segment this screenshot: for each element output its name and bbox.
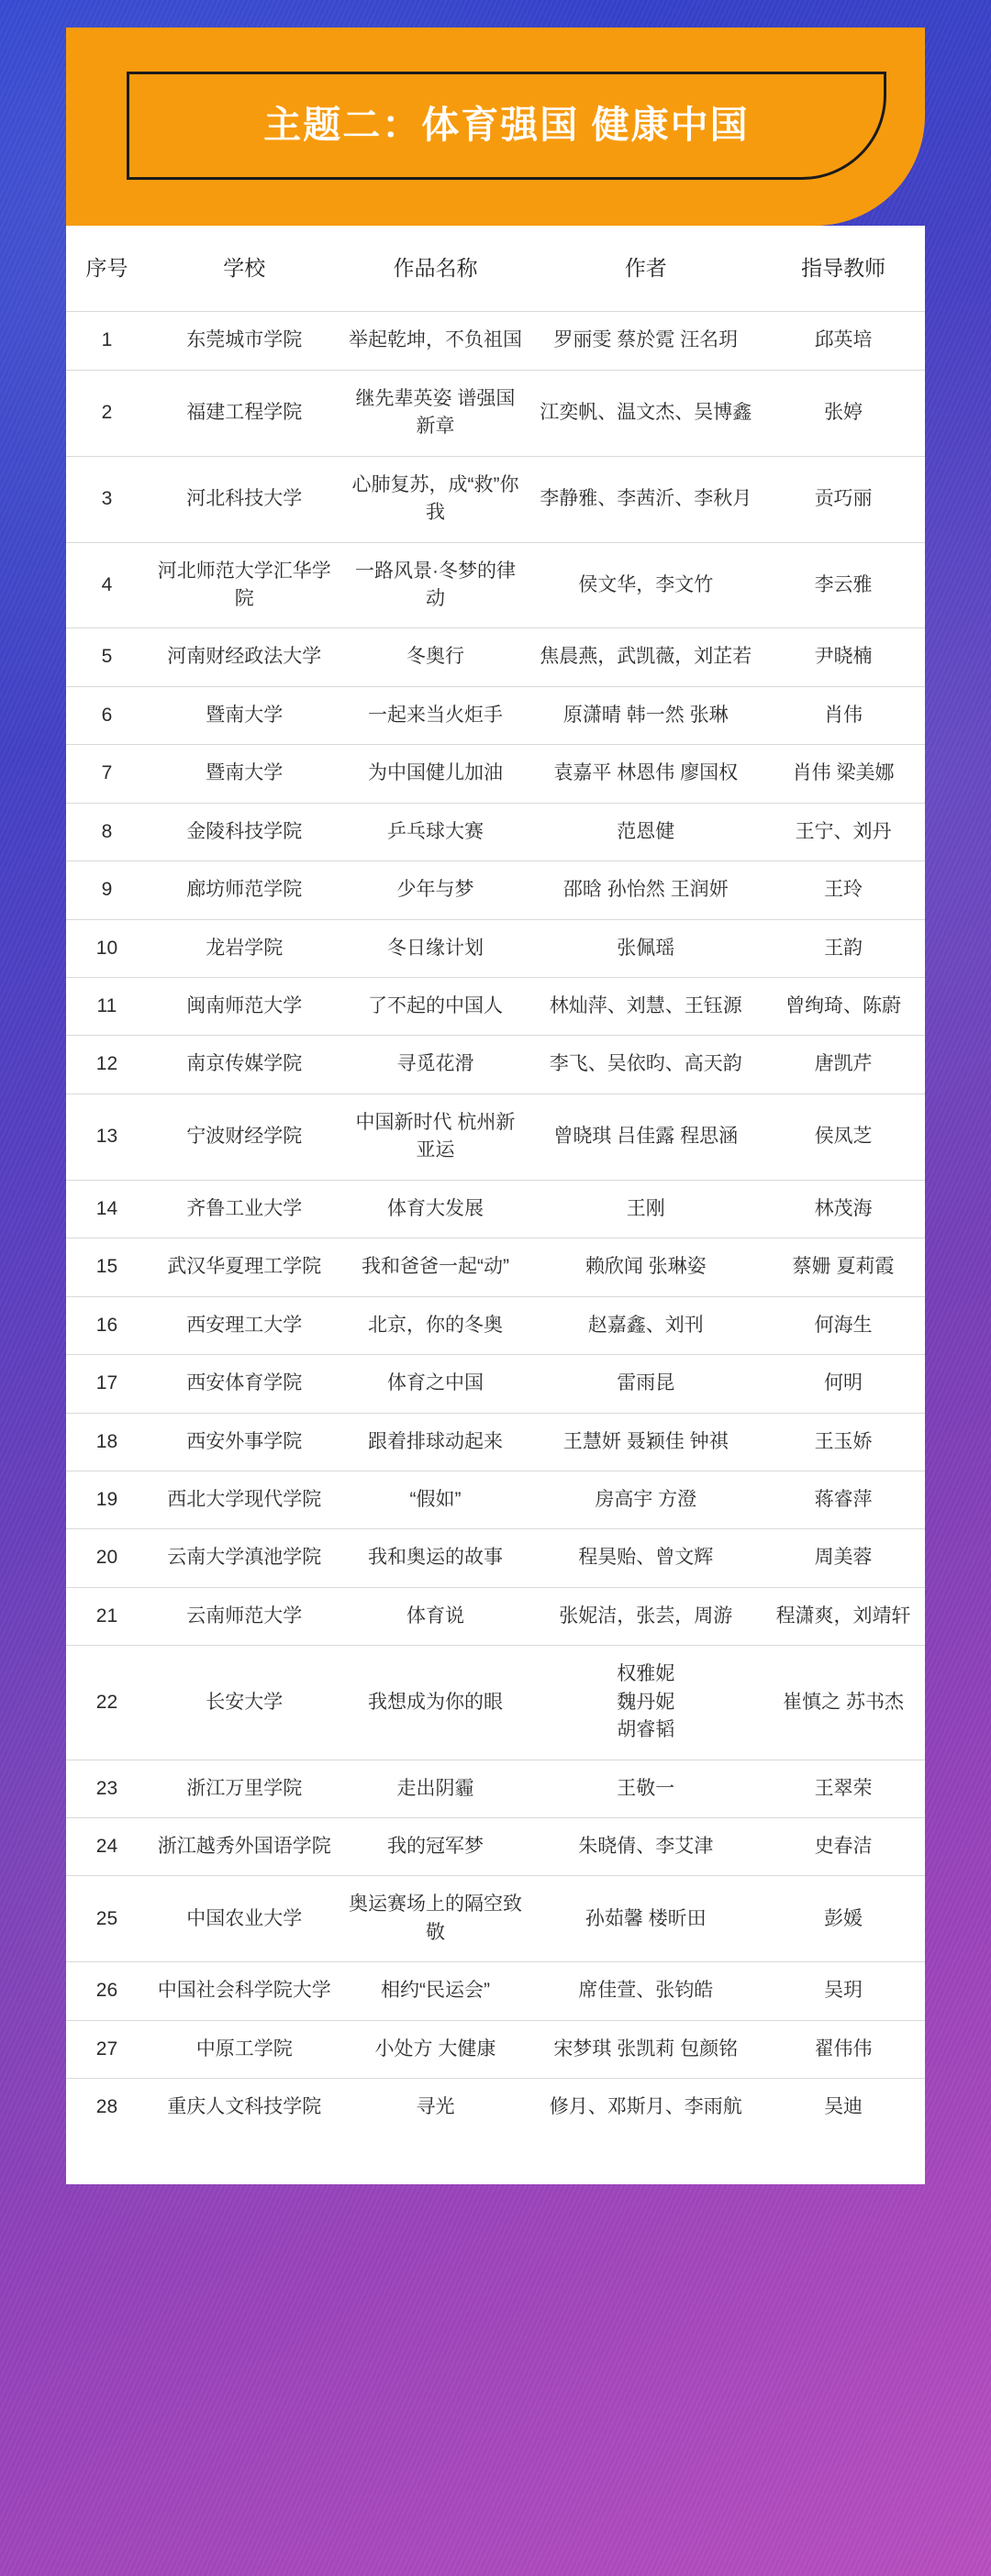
cell-teacher: 何海生 xyxy=(762,1296,925,1354)
table-row xyxy=(66,745,925,803)
cell-work: 举起乾坤，不负祖国 xyxy=(341,312,530,370)
cell-work: 我的冠军梦 xyxy=(341,1818,530,1876)
cell-teacher: 王玉娇 xyxy=(762,1413,925,1471)
table-row xyxy=(66,978,925,1036)
cell-index: 3 xyxy=(66,456,148,542)
cell-index: 19 xyxy=(66,1471,148,1528)
cell-author: 曾晓琪 吕佳露 程思涵 xyxy=(529,1094,762,1180)
cell-author: 席佳萱、张钧皓 xyxy=(529,1962,762,2020)
cell-index: 20 xyxy=(66,1529,148,1587)
cell-school: 重庆人文科技学院 xyxy=(167,2096,322,2118)
cell-school: 西北大学现代学院 xyxy=(148,1471,341,1528)
cell-teacher: 肖伟 梁美娜 xyxy=(762,745,925,803)
works-table xyxy=(66,226,925,2137)
cell-work: 心肺复苏，成“救”你我 xyxy=(341,456,530,542)
cell-teacher: 翟伟伟 xyxy=(762,2020,925,2078)
banner-wrapper xyxy=(66,0,925,226)
cell-work: 我和爸爸一起“动” xyxy=(341,1238,530,1296)
cell-index: 12 xyxy=(66,1036,148,1094)
cell-school: 齐鲁工业大学 xyxy=(148,1180,341,1238)
cell-teacher: 蒋睿萍 xyxy=(762,1471,925,1528)
table-row xyxy=(66,1036,925,1094)
cell-school: 浙江越秀外国语学院 xyxy=(148,1818,341,1876)
column-header-work: 作品名称 xyxy=(341,226,530,312)
table-row xyxy=(66,686,925,744)
cell-author: 焦晨燕，武凯薇，刘芷若 xyxy=(529,628,762,686)
cell-author: 孙茹馨 楼昕田 xyxy=(529,1876,762,1962)
cell-index: 23 xyxy=(66,1760,148,1817)
cell-school: 福建工程学院 xyxy=(148,370,341,456)
cell-index: 27 xyxy=(66,2020,148,2078)
cell-author: 赖欣闻 张琳姿 xyxy=(529,1238,762,1296)
table-row xyxy=(66,312,925,370)
cell-teacher: 崔慎之 苏书杰 xyxy=(762,1646,925,1760)
cell-school: 廊坊师范学院 xyxy=(148,861,341,919)
table-row xyxy=(66,1529,925,1587)
cell-teacher: 王翠荣 xyxy=(762,1760,925,1817)
cell-school: 河北科技大学 xyxy=(148,456,341,542)
column-header-teacher: 指导教师 xyxy=(762,226,925,312)
table-row xyxy=(66,1876,925,1962)
cell-teacher: 邱英培 xyxy=(762,312,925,370)
cell-school: 云南师范大学 xyxy=(148,1587,341,1645)
cell-work: 体育说 xyxy=(341,1587,530,1645)
cell-author: 范恩健 xyxy=(529,803,762,861)
cell-work: 为中国健儿加油 xyxy=(341,745,530,803)
cell-index: 6 xyxy=(66,686,148,744)
cell-work: 体育之中国 xyxy=(341,1355,530,1413)
cell-school: 闽南师范大学 xyxy=(148,978,341,1036)
cell-teacher: 周美蓉 xyxy=(762,1529,925,1587)
cell-work: 相约“民运会” xyxy=(341,1962,530,2020)
cell-author: 林灿萍、刘慧、王钰源 xyxy=(529,978,762,1036)
table-row xyxy=(66,1413,925,1471)
table-body xyxy=(66,312,925,2137)
cell-index: 26 xyxy=(66,1962,148,2020)
cell-teacher: 蔡姗 夏莉霞 xyxy=(762,1238,925,1296)
cell-index: 1 xyxy=(66,312,148,370)
cell-work: 中国新时代 杭州新亚运 xyxy=(341,1094,530,1180)
cell-author: 李飞、吴依昀、高天韵 xyxy=(529,1036,762,1094)
cell-author: 雷雨昆 xyxy=(529,1355,762,1413)
cell-work: 北京，你的冬奥 xyxy=(341,1296,530,1354)
cell-work: “假如” xyxy=(341,1471,530,1528)
cell-index: 5 xyxy=(66,628,148,686)
cell-index: 15 xyxy=(66,1238,148,1296)
cell-index: 7 xyxy=(66,745,148,803)
cell-teacher: 李云雅 xyxy=(762,542,925,628)
column-header-author: 作者 xyxy=(529,226,762,312)
cell-teacher: 肖伟 xyxy=(762,686,925,744)
cell-author: 张妮洁，张芸，周游 xyxy=(529,1587,762,1645)
table-row xyxy=(66,542,925,628)
cell-teacher: 唐凯芹 xyxy=(762,1036,925,1094)
cell-teacher: 尹晓楠 xyxy=(762,628,925,686)
cell-index: 11 xyxy=(66,978,148,1036)
cell-teacher: 程潇爽，刘靖轩 xyxy=(762,1587,925,1645)
cell-school: 南京传媒学院 xyxy=(148,1036,341,1094)
cell-school: 东莞城市学院 xyxy=(148,312,341,370)
cell-work: 我想成为你的眼 xyxy=(341,1646,530,1760)
cell-author: 王慧妍 聂颖佳 钟祺 xyxy=(529,1413,762,1471)
cell-author: 房高宇 方澄 xyxy=(529,1471,762,1528)
cell-index: 14 xyxy=(66,1180,148,1238)
cell-index: 21 xyxy=(66,1587,148,1645)
cell-author: 修月、邓斯月、李雨航 xyxy=(549,2096,742,2118)
cell-author: 袁嘉平 林恩伟 廖国权 xyxy=(529,745,762,803)
cell-author: 王刚 xyxy=(529,1180,762,1238)
cell-author: 权雅妮 魏丹妮 胡睿韬 xyxy=(529,1646,762,1760)
cell-author: 程昊贻、曾文辉 xyxy=(529,1529,762,1587)
cell-teacher: 吴迪 xyxy=(824,2096,863,2118)
cell-school: 宁波财经学院 xyxy=(148,1094,341,1180)
cell-school: 西安外事学院 xyxy=(148,1413,341,1471)
cell-school: 暨南大学 xyxy=(148,745,341,803)
cell-work: 了不起的中国人 xyxy=(341,978,530,1036)
cell-index: 25 xyxy=(66,1876,148,1962)
cell-index: 10 xyxy=(66,919,148,977)
cell-work: 寻觅花滑 xyxy=(341,1036,530,1094)
cell-school: 西安体育学院 xyxy=(148,1355,341,1413)
cell-index: 24 xyxy=(66,1818,148,1876)
table-row xyxy=(66,1094,925,1180)
cell-teacher: 侯凤芝 xyxy=(762,1094,925,1180)
cell-teacher: 吴玥 xyxy=(762,1962,925,2020)
table-row xyxy=(66,456,925,542)
works-table-card xyxy=(66,226,925,2184)
cell-school: 长安大学 xyxy=(148,1646,341,1760)
cell-school: 中国社会科学院大学 xyxy=(148,1962,341,2020)
cell-teacher: 林茂海 xyxy=(762,1180,925,1238)
cell-teacher: 张婷 xyxy=(762,370,925,456)
cell-index: 4 xyxy=(66,542,148,628)
table-row xyxy=(66,1355,925,1413)
cell-author: 李静雅、李茜沂、李秋月 xyxy=(529,456,762,542)
cell-work: 体育大发展 xyxy=(341,1180,530,1238)
cell-index: 18 xyxy=(66,1413,148,1471)
table-row xyxy=(66,861,925,919)
table-row xyxy=(66,1760,925,1817)
cell-work: 奥运赛场上的隔空致敬 xyxy=(341,1876,530,1962)
cell-school: 暨南大学 xyxy=(148,686,341,744)
table-header-row xyxy=(66,226,925,312)
table-row xyxy=(66,919,925,977)
cell-school: 武汉华夏理工学院 xyxy=(148,1238,341,1296)
cell-author: 江奕帆、温文杰、吴博鑫 xyxy=(529,370,762,456)
cell-work: 少年与梦 xyxy=(341,861,530,919)
cell-index: 13 xyxy=(66,1094,148,1180)
cell-work: 一路风景·冬梦的律动 xyxy=(341,542,530,628)
table-header xyxy=(66,226,925,312)
cell-school: 中原工学院 xyxy=(148,2020,341,2078)
cell-author: 邵晗 孙怡然 王润妍 xyxy=(529,861,762,919)
cell-teacher: 曾绚琦、陈蔚 xyxy=(762,978,925,1036)
table-row xyxy=(66,2020,925,2078)
column-header-index: 序号 xyxy=(66,226,148,312)
table-row xyxy=(66,370,925,456)
cell-work: 冬奥行 xyxy=(341,628,530,686)
cell-work: 乒乓球大赛 xyxy=(341,803,530,861)
cell-author: 侯文华，李文竹 xyxy=(529,542,762,628)
cell-index: 17 xyxy=(66,1355,148,1413)
cell-school: 云南大学滇池学院 xyxy=(148,1529,341,1587)
cell-teacher: 王宁、刘丹 xyxy=(762,803,925,861)
cell-teacher: 王韵 xyxy=(762,919,925,977)
cell-work: 走出阴霾 xyxy=(341,1760,530,1817)
table-row xyxy=(66,1296,925,1354)
cell-teacher: 何明 xyxy=(762,1355,925,1413)
cell-author: 宋梦琪 张凯莉 包颜铭 xyxy=(529,2020,762,2078)
cell-author: 王敬一 xyxy=(529,1760,762,1817)
cell-index: 8 xyxy=(66,803,148,861)
cell-index: 16 xyxy=(66,1296,148,1354)
cell-author: 原潇晴 韩一然 张琳 xyxy=(529,686,762,744)
table-row xyxy=(66,2079,925,2137)
table-row xyxy=(66,1180,925,1238)
table-row xyxy=(66,1818,925,1876)
cell-work: 一起来当火炬手 xyxy=(341,686,530,744)
cell-school: 龙岩学院 xyxy=(148,919,341,977)
cell-teacher: 彭媛 xyxy=(762,1876,925,1962)
cell-index: 22 xyxy=(66,1646,148,1760)
cell-work: 继先辈英姿 谱强国新章 xyxy=(341,370,530,456)
cell-work: 跟着排球动起来 xyxy=(341,1413,530,1471)
cell-work: 小处方 大健康 xyxy=(341,2020,530,2078)
table-row xyxy=(66,1962,925,2020)
table-row xyxy=(66,1646,925,1760)
cell-school: 河北师范大学汇华学院 xyxy=(148,542,341,628)
table-row xyxy=(66,1587,925,1645)
cell-teacher: 史春洁 xyxy=(762,1818,925,1876)
cell-school: 中国农业大学 xyxy=(148,1876,341,1962)
table-row xyxy=(66,1238,925,1296)
table-row xyxy=(66,628,925,686)
cell-index: 9 xyxy=(66,861,148,919)
table-row xyxy=(66,1471,925,1528)
table-row xyxy=(66,803,925,861)
cell-author: 张佩瑶 xyxy=(529,919,762,977)
theme-banner xyxy=(66,28,925,226)
cell-work: 冬日缘计划 xyxy=(341,919,530,977)
cell-school: 金陵科技学院 xyxy=(148,803,341,861)
cell-index: 2 xyxy=(66,370,148,456)
cell-school: 河南财经政法大学 xyxy=(148,628,341,686)
column-header-school: 学校 xyxy=(148,226,341,312)
cell-author: 罗丽雯 蔡於霓 汪名玥 xyxy=(529,312,762,370)
cell-school: 西安理工大学 xyxy=(148,1296,341,1354)
cell-author: 赵嘉鑫、刘刊 xyxy=(529,1296,762,1354)
page-title: 主题二：体育强国 健康中国 xyxy=(263,104,750,147)
cell-school: 浙江万里学院 xyxy=(148,1760,341,1817)
cell-author: 朱晓倩、李艾津 xyxy=(529,1818,762,1876)
cell-index: 28 xyxy=(95,2096,118,2118)
theme-banner-frame xyxy=(127,72,886,180)
cell-work: 寻光 xyxy=(416,2096,455,2118)
cell-teacher: 王玲 xyxy=(762,861,925,919)
table-bottom-spacer xyxy=(66,2137,925,2170)
cell-work: 我和奥运的故事 xyxy=(341,1529,530,1587)
cell-teacher: 贡巧丽 xyxy=(762,456,925,542)
